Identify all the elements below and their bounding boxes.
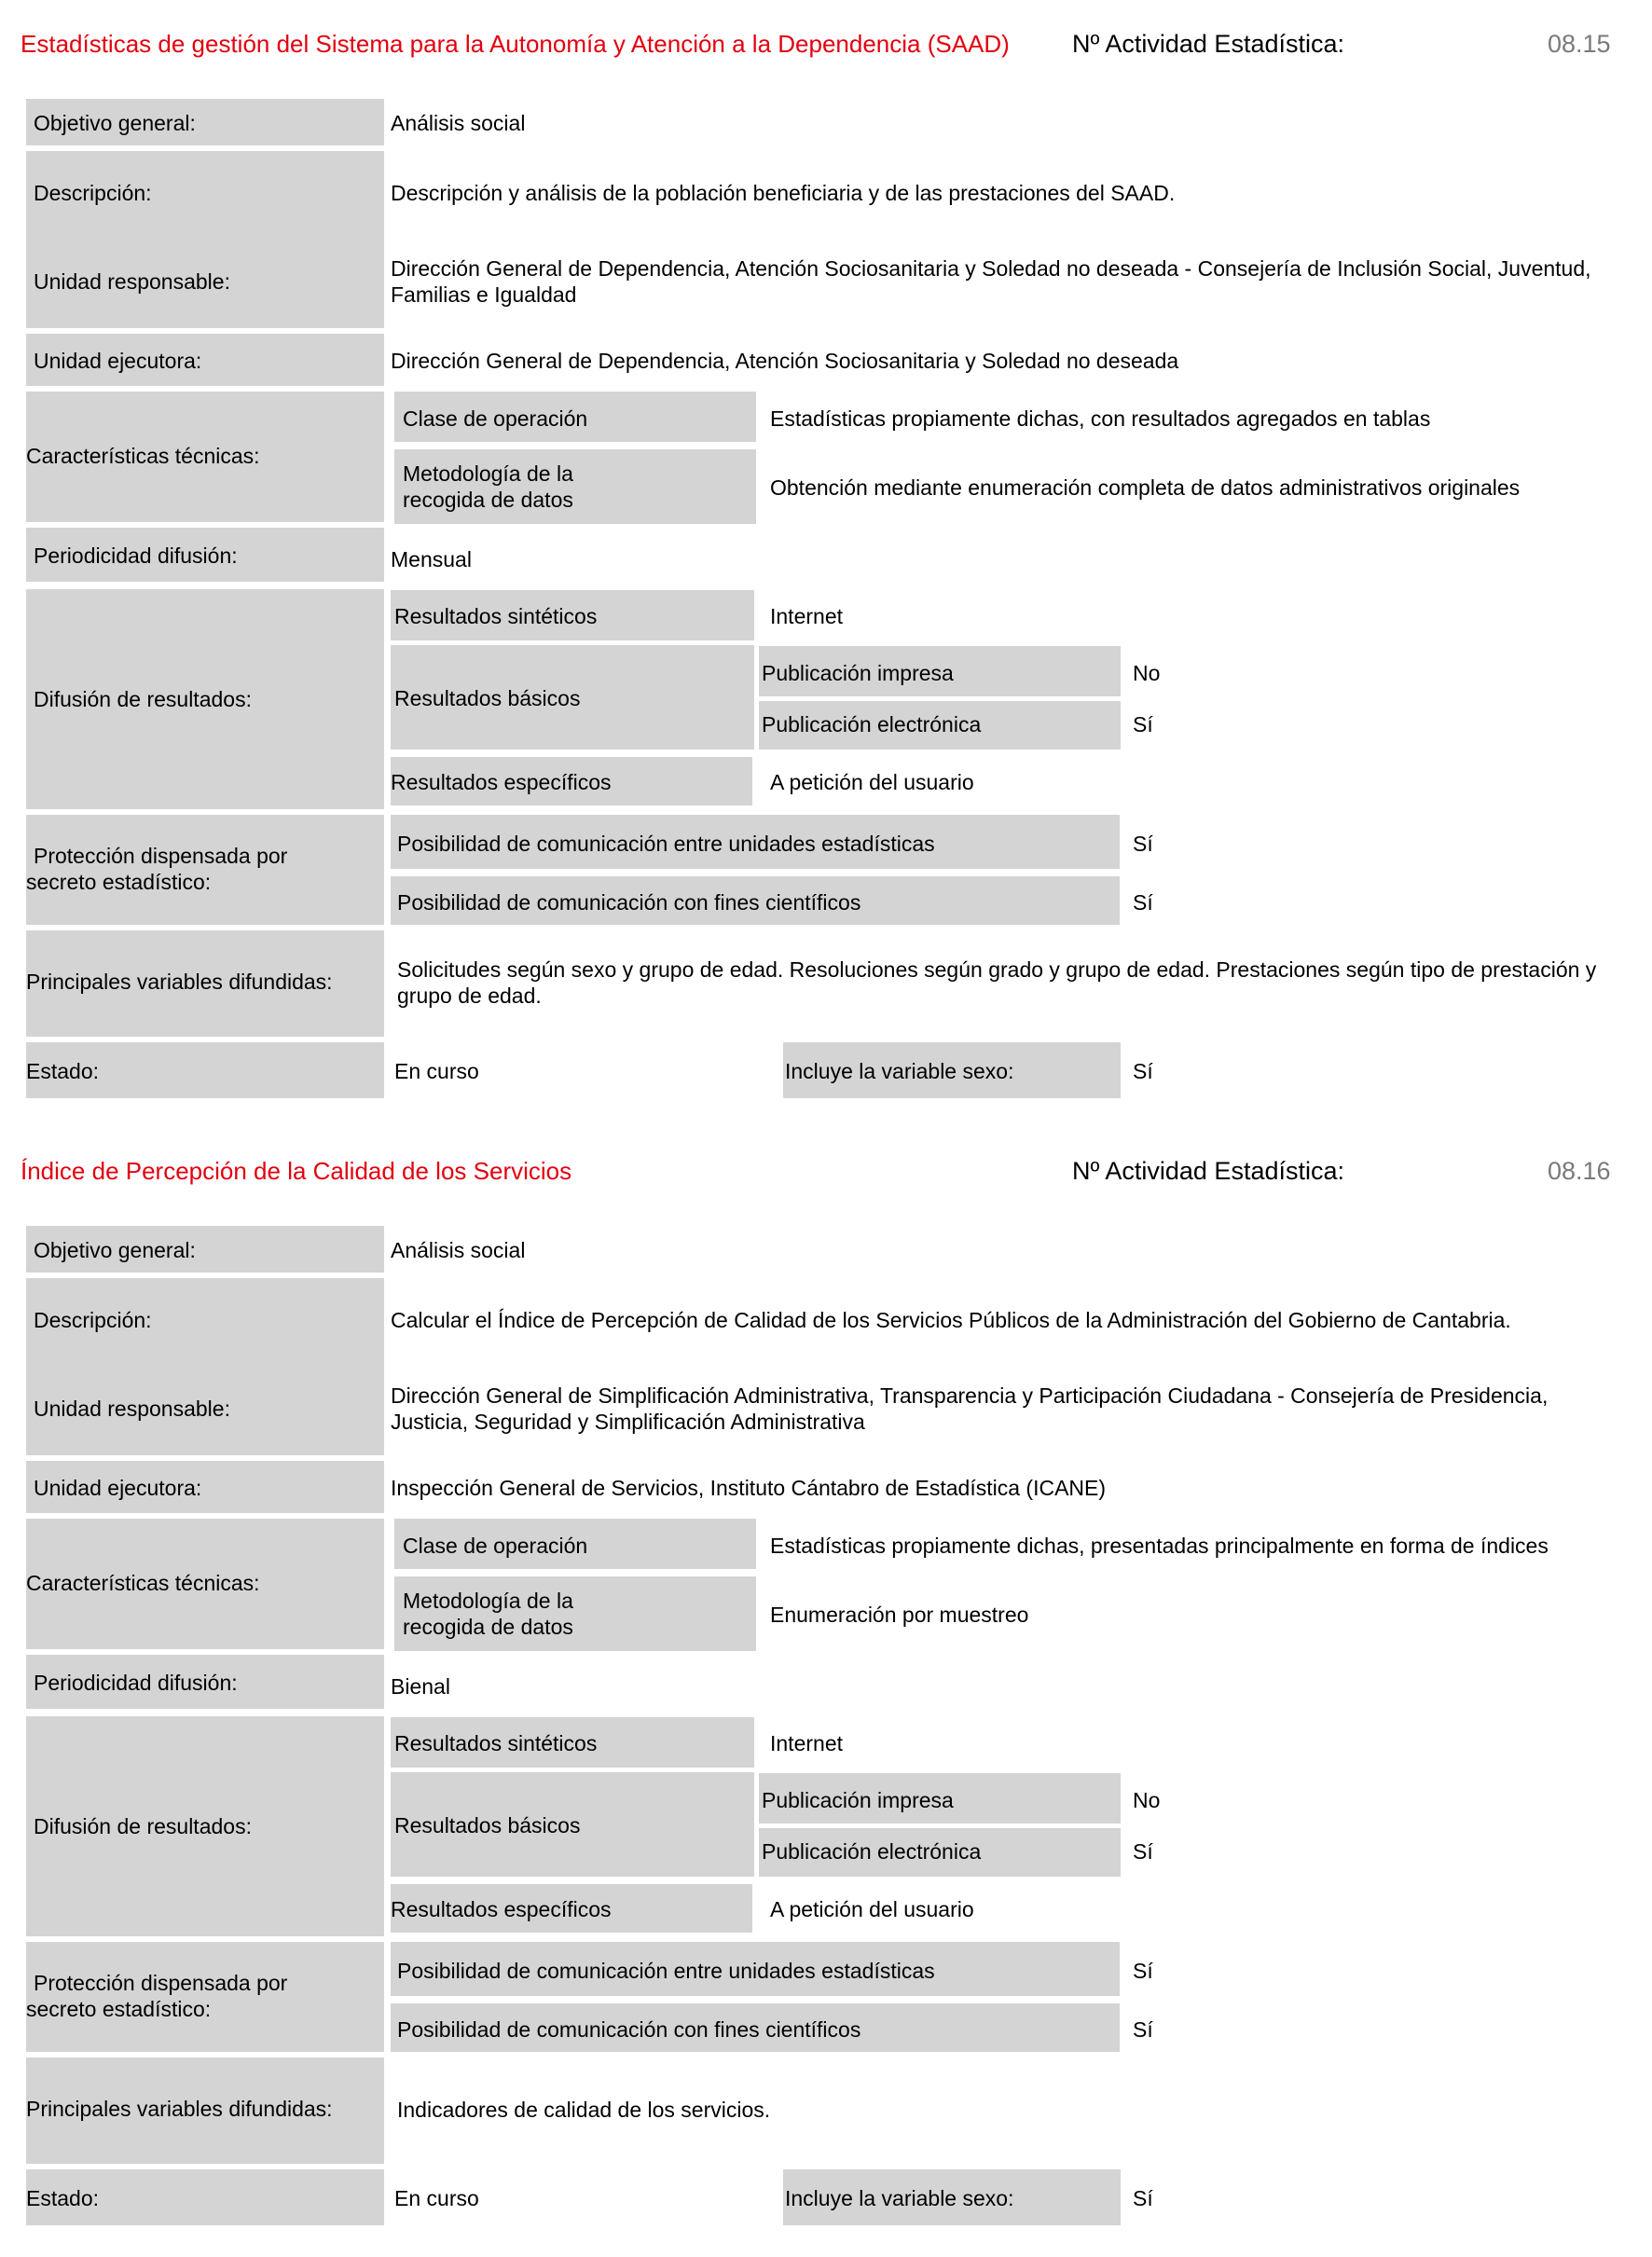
impresa-label: Publicación impresa [762,661,954,685]
activity-number: 08.16 [1548,1157,1611,1185]
descripcion-label: Descripción: [34,1308,152,1332]
activity-title: Índice de Percepción de la Calidad de los Servicios [21,1157,572,1185]
activity-number-label: Nº Actividad Estadística: [1072,1157,1344,1185]
basicos-label: Resultados básicos [394,686,581,710]
objetivo-value: Análisis social [391,1238,526,1262]
especificos-value: A petición del usuario [770,770,974,794]
impresa-value: No [1133,661,1161,685]
difusion-label: Difusión de resultados: [34,687,252,711]
objetivo-label: Objetivo general: [34,111,196,135]
descripcion-value: Descripción y análisis de la población beneficiaria y de las prestaciones del SAAD. [391,181,1176,205]
estado-label: Estado: [26,2186,99,2210]
objetivo-value: Análisis social [391,111,526,135]
metodologia-label: Metodología de la recogida de datos [403,461,573,512]
clase-operacion-label: Clase de operación [403,1534,588,1558]
electronica-label: Publicación electrónica [762,712,982,736]
sinteticos-value: Internet [770,604,843,628]
unidad-responsable-label: Unidad responsable: [34,269,230,294]
caracteristicas-label: Características técnicas: [26,444,260,468]
entre-unidades-label: Posibilidad de comunicación entre unidades estadísticas [397,1959,935,1983]
clase-operacion-value: Estadísticas propiamente dichas, con resultados agregados en tablas [770,406,1431,431]
proteccion-label: Protección dispensada por secreto estadístico: [26,844,288,894]
fines-cientificos-label: Posibilidad de comunicación con fines científicos [397,2017,861,2042]
metodologia-value: Enumeración por muestreo [770,1603,1029,1627]
unidad-responsable-value: Dirección General de Dependencia, Atención Sociosanitaria y Soledad no deseada - Consejería de Inclusión Social, Juventud, Familias e Igualdad [391,256,1591,307]
sexo-value: Sí [1133,2186,1153,2210]
activity-number-label: Nº Actividad Estadística: [1072,30,1344,58]
variables-value: Solicitudes según sexo y grupo de edad. Resoluciones según grado y grupo de edad. Prestaciones según tipo de prestación y grupo de edad. [397,957,1597,1008]
difusion-label: Difusión de resultados: [34,1814,252,1838]
impresa-value: No [1133,1788,1161,1812]
descripcion-label-cell [26,1278,384,1455]
variables-value: Indicadores de calidad de los servicios. [397,2098,771,2122]
entre-unidades-value: Sí [1133,1959,1153,1983]
electronica-value: Sí [1133,1839,1153,1864]
caracteristicas-label: Características técnicas: [26,1571,260,1595]
estado-value: En curso [394,1059,479,1083]
entre-unidades-label: Posibilidad de comunicación entre unidades estadísticas [397,832,935,856]
sexo-value: Sí [1133,1059,1153,1083]
clase-operacion-value: Estadísticas propiamente dichas, presentadas principalmente en forma de índices [770,1534,1549,1558]
activity-number: 08.15 [1548,30,1611,58]
variables-label: Principales variables difundidas: [26,2097,333,2121]
unidad-ejecutora-value: Dirección General de Dependencia, Atención Sociosanitaria y Soledad no deseada [391,349,1179,373]
periodicidad-label: Periodicidad difusión: [34,544,238,568]
sexo-label: Incluye la variable sexo: [785,1059,1014,1083]
unidad-responsable-label: Unidad responsable: [34,1397,230,1421]
activity-title: Estadísticas de gestión del Sistema para la Autonomía y Atención a la Dependencia (SAAD) [21,30,1010,58]
fines-cientificos-value: Sí [1133,2017,1153,2042]
especificos-value: A petición del usuario [770,1897,974,1921]
periodicidad-value: Mensual [391,547,472,571]
sinteticos-label: Resultados sintéticos [394,604,598,628]
sinteticos-value: Internet [770,1731,843,1755]
estado-value: En curso [394,2186,479,2210]
estado-label: Estado: [26,1059,99,1083]
periodicidad-label: Periodicidad difusión: [34,1671,238,1695]
descripcion-label: Descripción: [34,181,152,205]
unidad-responsable-value: Dirección General de Simplificación Administrativa, Transparencia y Participación Ciudadana - Consejería de Presidencia, Justicia, Seguridad y Simplificación Administrativa [391,1383,1549,1434]
basicos-label: Resultados básicos [394,1813,581,1837]
descripcion-value: Calcular el Índice de Percepción de Calidad de los Servicios Públicos de la Administración del Gobierno de Cantabria. [391,1308,1511,1332]
electronica-value: Sí [1133,712,1153,736]
electronica-label: Publicación electrónica [762,1839,982,1864]
entre-unidades-value: Sí [1133,832,1153,856]
sinteticos-label: Resultados sintéticos [394,1731,598,1755]
fines-cientificos-value: Sí [1133,890,1153,915]
descripcion-label-cell [26,151,384,328]
unidad-ejecutora-label: Unidad ejecutora: [34,349,202,373]
especificos-label: Resultados específicos [391,1897,612,1921]
metodologia-value: Obtención mediante enumeración completa de datos administrativos originales [770,475,1521,500]
unidad-ejecutora-label: Unidad ejecutora: [34,1476,202,1500]
unidad-ejecutora-value: Inspección General de Servicios, Instituto Cántabro de Estadística (ICANE) [391,1476,1107,1500]
proteccion-label: Protección dispensada por secreto estadístico: [26,1971,288,2021]
especificos-label: Resultados específicos [391,770,612,794]
sexo-label: Incluye la variable sexo: [785,2186,1014,2210]
impresa-label: Publicación impresa [762,1788,954,1812]
metodologia-label: Metodología de la recogida de datos [403,1589,573,1639]
variables-label: Principales variables difundidas: [26,970,333,994]
periodicidad-value: Bienal [391,1674,450,1699]
objetivo-label: Objetivo general: [34,1238,196,1262]
fines-cientificos-label: Posibilidad de comunicación con fines científicos [397,890,861,915]
clase-operacion-label: Clase de operación [403,406,588,431]
